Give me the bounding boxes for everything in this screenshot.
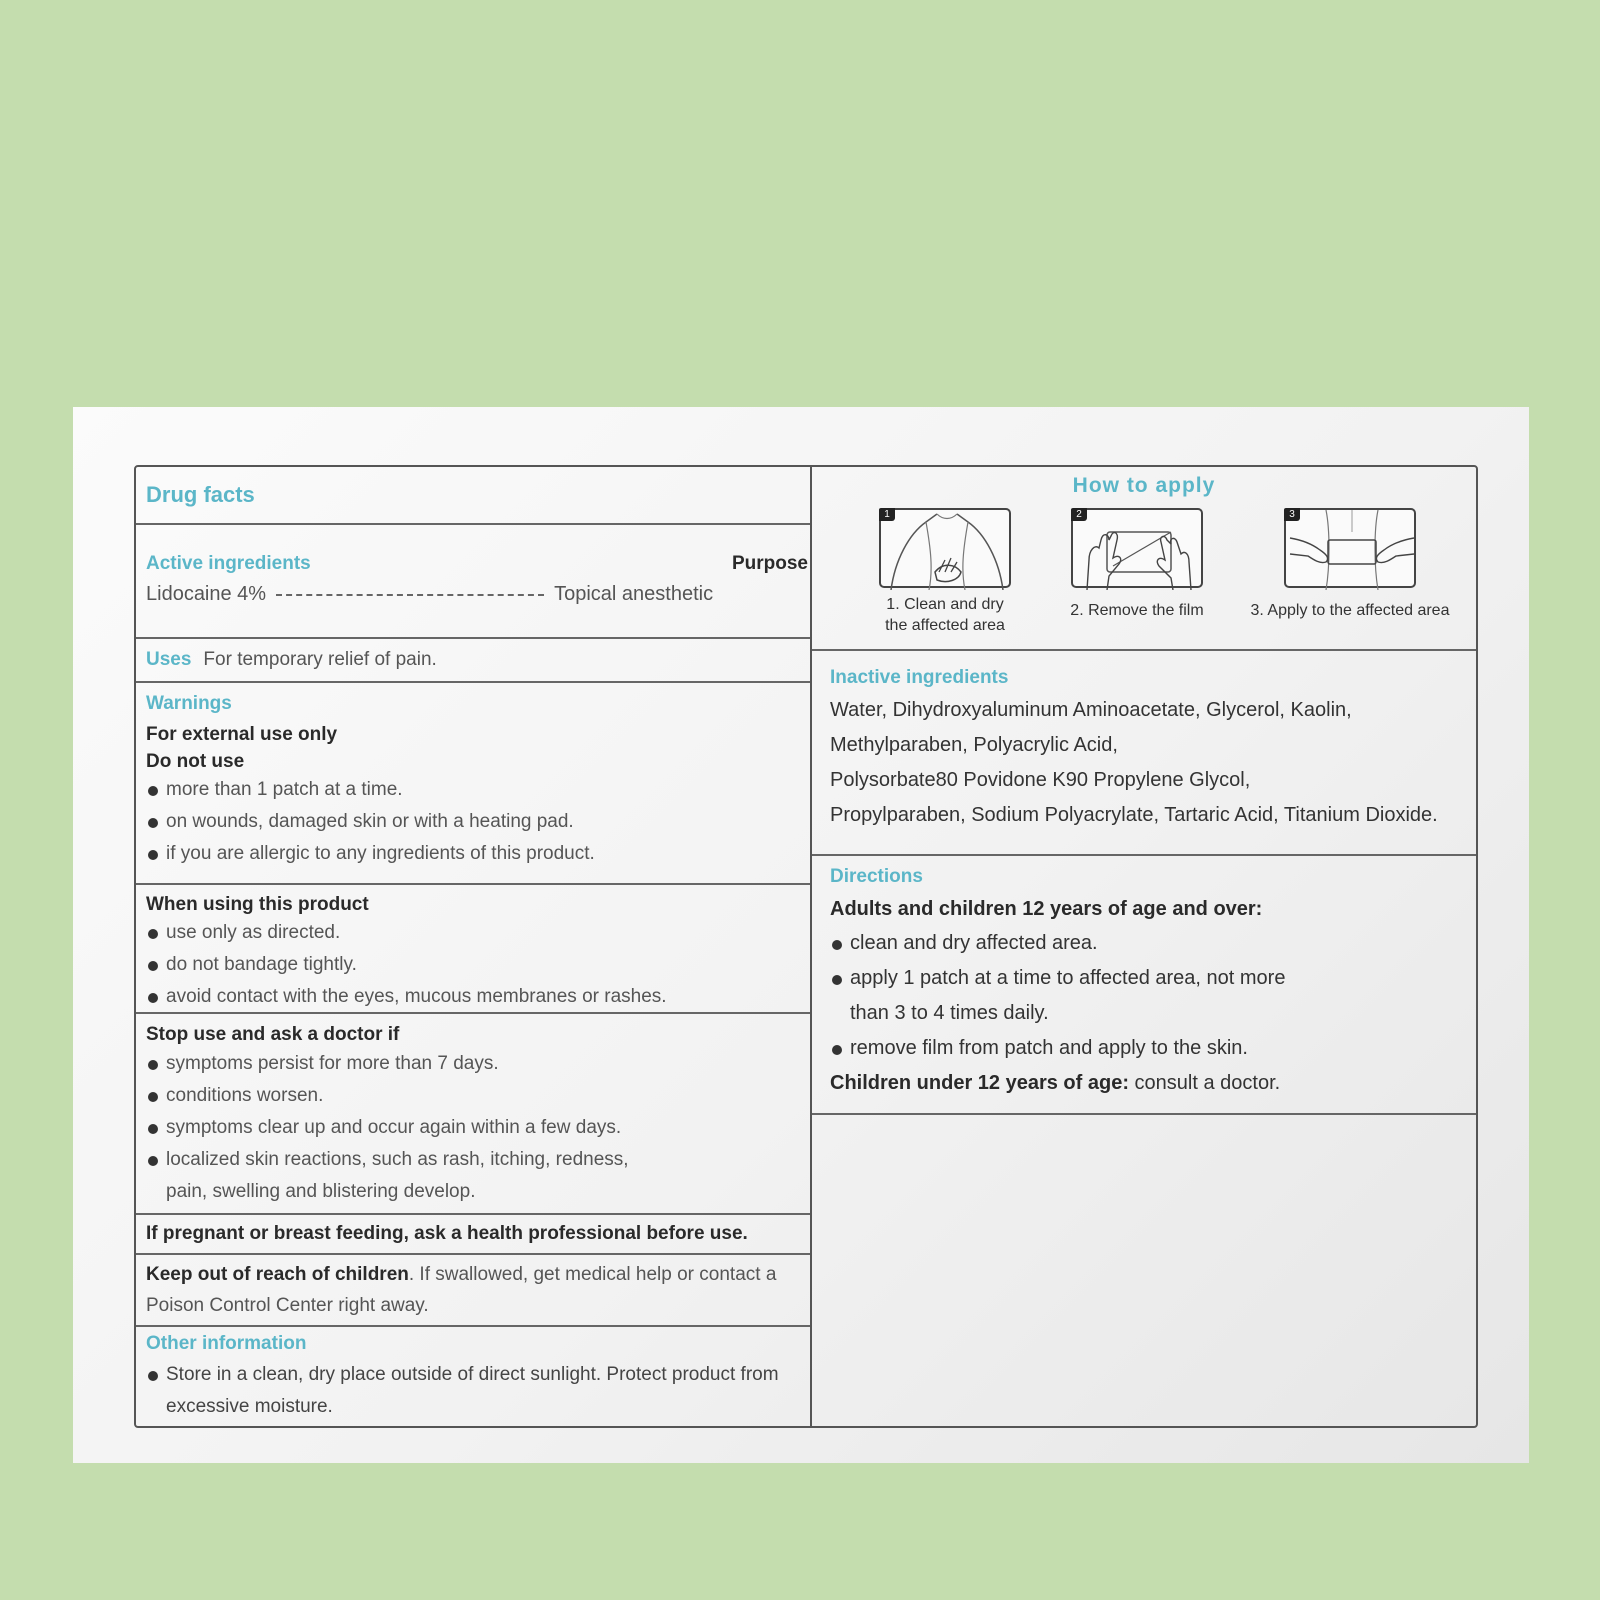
empty-area [812, 1115, 1476, 1426]
warnings-heading: Warnings [146, 693, 232, 714]
step-number-badge: 3 [1284, 508, 1300, 521]
other-information-section [136, 1327, 810, 1426]
step-2-label: 2. Remove the film [1070, 602, 1204, 619]
external-use-text: For external use only [146, 724, 338, 745]
active-ingredients-section [136, 525, 810, 639]
directions-list [830, 926, 1458, 1066]
list-item: Store in a clean, dry place outside of direct sunlight. Protect product from excessive moisture. [146, 1359, 786, 1423]
list-item: more than 1 patch at a time. [146, 774, 800, 806]
uses-text: For temporary relief of pain. [203, 649, 437, 670]
back-cleaning-illustration-icon [879, 508, 1011, 588]
inactive-ingredients-heading: Inactive ingredients [830, 667, 1009, 688]
step-number-badge: 1 [879, 508, 895, 521]
how-to-apply-title: How to apply [1072, 474, 1216, 497]
directions-children [830, 1066, 1458, 1101]
directions-adults: Adults and children 12 years of age and over: [830, 898, 1263, 920]
stop-use-section [136, 1014, 810, 1215]
list-item: do not bandage tightly. [146, 949, 800, 981]
active-ingredient-name: Lidocaine 4% [146, 583, 267, 605]
inactive-line: Polysorbate80 Povidone K90 Propylene Glycol, [830, 769, 1251, 791]
list-item: symptoms persist for more than 7 days. [146, 1048, 800, 1080]
list-item: clean and dry affected area. [830, 926, 1458, 961]
list-item: conditions worsen. [146, 1080, 800, 1112]
drug-facts-header [136, 467, 810, 525]
step-2 [1052, 508, 1222, 621]
do-not-use-text: Do not use [146, 751, 245, 772]
inactive-line: Propylparaben, Sodium Polyacrylate, Tartaric Acid, Titanium Dioxide. [830, 804, 1438, 826]
keep-out-section [136, 1255, 810, 1327]
inactive-ingredients-section [812, 651, 1476, 856]
uses-heading: Uses [146, 649, 192, 670]
purpose-heading: Purpose [731, 553, 808, 574]
keep-out-text [146, 1259, 786, 1321]
list-item: localized skin reactions, such as rash, itching, redness, pain, swelling and blistering develop. [146, 1144, 666, 1208]
list-item: on wounds, damaged skin or with a heating pad. [146, 806, 800, 838]
when-using-heading: When using this product [146, 894, 369, 915]
pregnancy-section [136, 1215, 810, 1255]
step-number-badge: 2 [1071, 508, 1087, 521]
dashed-leader [276, 594, 544, 596]
warnings-list [146, 774, 800, 870]
children-bold: Children under 12 years of age: [830, 1072, 1129, 1094]
step-3-label: 3. Apply to the affected area [1250, 602, 1450, 619]
active-ingredient-row [146, 583, 713, 606]
when-using-list [146, 917, 800, 1013]
drug-facts-label [134, 465, 1478, 1428]
keep-out-bold: Keep out of reach of children [146, 1264, 409, 1285]
other-information-list [146, 1359, 800, 1423]
pregnancy-warning: If pregnant or breast feeding, ask a health professional before use. [146, 1223, 748, 1244]
step-1-line-2: the affected area [885, 617, 1005, 634]
directions-section [812, 856, 1476, 1115]
list-item: remove film from patch and apply to the skin. [830, 1031, 1458, 1066]
children-rest: consult a doctor. [1128, 1072, 1281, 1094]
list-item: if you are allergic to any ingredients of this product. [146, 838, 800, 870]
inactive-line: Methylparaben, Polyacrylic Acid, [830, 734, 1118, 756]
drug-facts-title: Drug facts [146, 482, 255, 507]
active-ingredient-purpose: Topical anesthetic [554, 583, 714, 605]
left-column [136, 467, 812, 1426]
stop-use-heading: Stop use and ask a doctor if [146, 1024, 400, 1045]
when-using-section [136, 885, 810, 1014]
list-item: use only as directed. [146, 917, 800, 949]
stop-use-list [146, 1048, 800, 1208]
uses-section [136, 639, 810, 683]
keep-out-rest: . If swallowed, get medical help or contact a Poison Control Center right away. [146, 1264, 777, 1316]
patch-application-illustration-icon [1284, 508, 1416, 588]
right-column [812, 467, 1476, 1426]
how-to-apply-section [812, 467, 1476, 651]
list-item: apply 1 patch at a time to affected area, not more than 3 to 4 times daily. [830, 961, 1310, 1031]
list-item: symptoms clear up and occur again within a few days. [146, 1112, 800, 1144]
step-1-line-1: 1. Clean and dry [886, 596, 1004, 613]
film-removal-illustration-icon [1071, 508, 1203, 588]
list-item: avoid contact with the eyes, mucous membranes or rashes. [146, 981, 800, 1013]
step-3 [1230, 508, 1470, 621]
other-information-heading: Other information [146, 1333, 307, 1354]
step-1 [868, 508, 1022, 636]
directions-heading: Directions [830, 866, 923, 887]
active-ingredients-heading: Active ingredients [146, 553, 311, 574]
inactive-line: Water, Dihydroxyaluminum Aminoacetate, Glycerol, Kaolin, [830, 699, 1352, 721]
warnings-section [136, 683, 810, 885]
